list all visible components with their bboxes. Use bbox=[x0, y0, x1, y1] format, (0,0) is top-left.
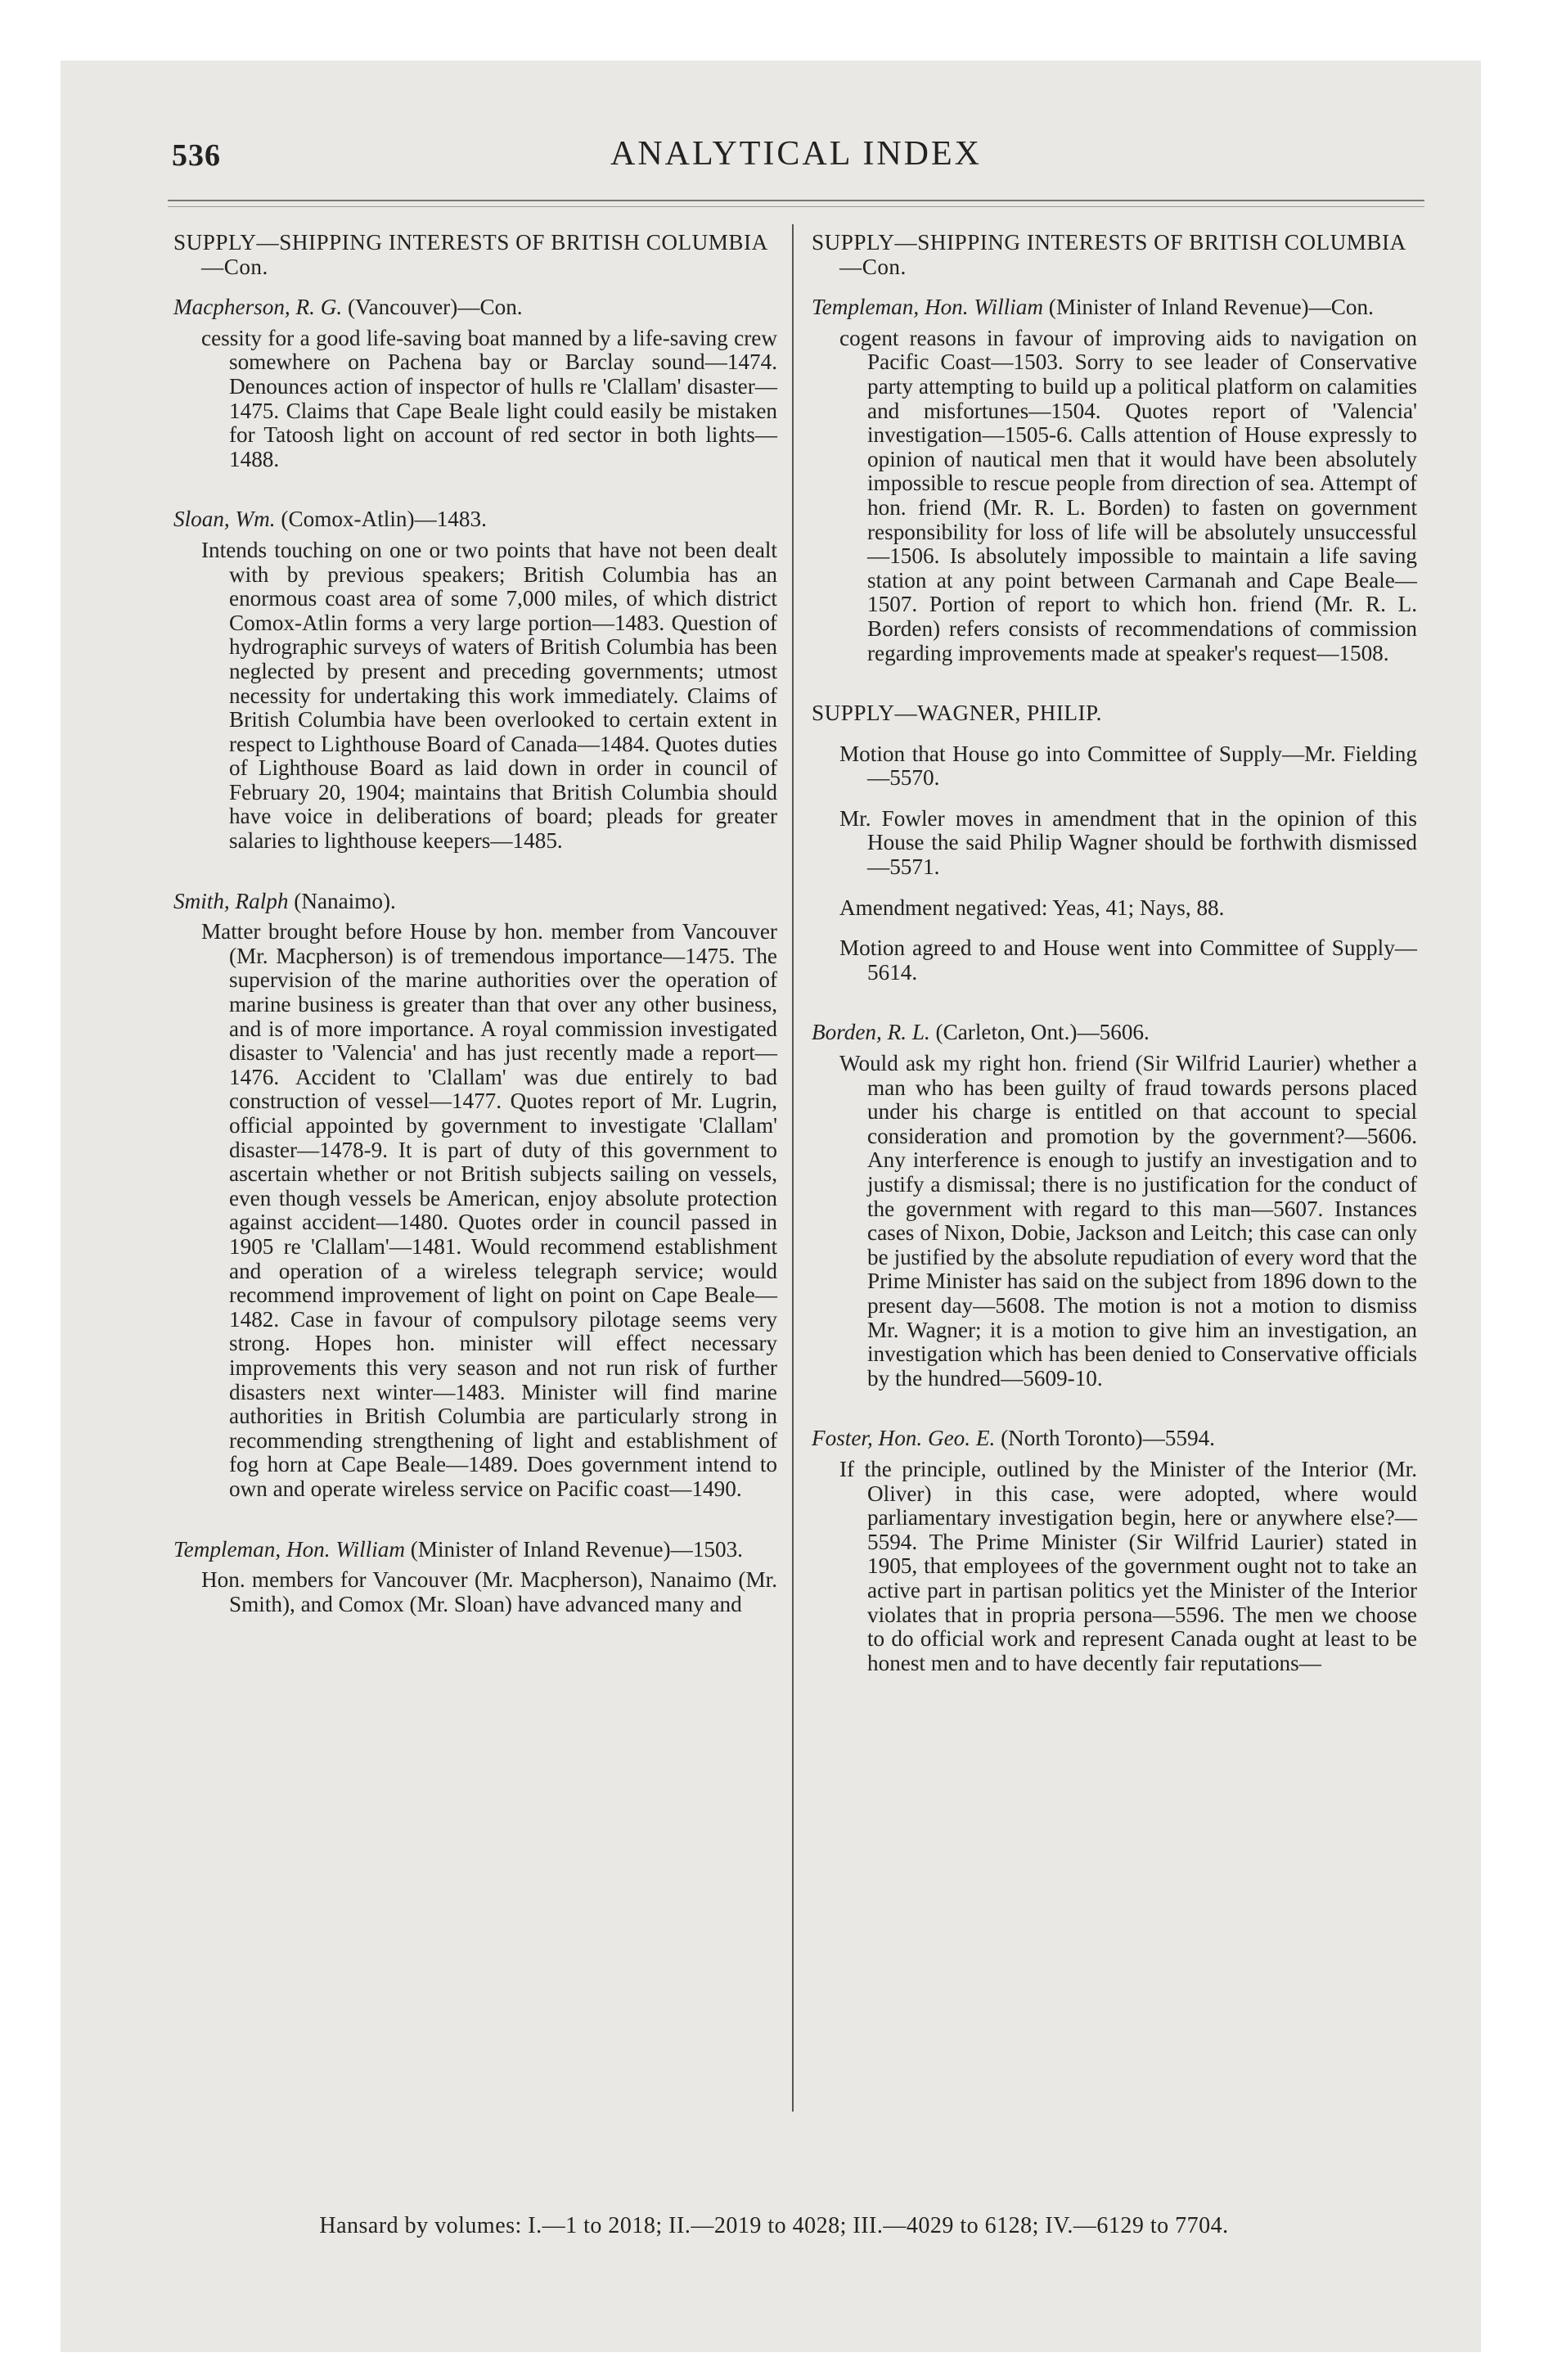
speaker-entry bbox=[173, 295, 777, 320]
entry-text: Hon. members for Vancouver (Mr. Macpherson), Nanaimo (Mr. Smith), and Comox (Mr. Sloan) have advanced many and bbox=[201, 1567, 777, 1616]
speaker-entry bbox=[812, 1427, 1417, 1451]
header-rule bbox=[168, 200, 1424, 201]
speaker-name: Templeman, Hon. William bbox=[812, 295, 1043, 320]
speaker-detail: (North Toronto)—5594. bbox=[995, 1426, 1215, 1451]
speaker-entry bbox=[173, 890, 777, 914]
entry-text: Motion agreed to and House went into Committee of Supply—5614. bbox=[839, 935, 1417, 985]
speaker-name: Sloan, Wm. bbox=[173, 507, 276, 532]
speaker-detail: (Nanaimo). bbox=[288, 888, 396, 913]
speaker-name: Foster, Hon. Geo. E. bbox=[812, 1426, 996, 1451]
volume-footer: Hansard by volumes: I.—1 to 2018; II.—2019 to 4028; III.—4029 to 6128; IV.—6129 to 7704. bbox=[319, 2213, 1229, 2238]
entry-text: cessity for a good life-saving boat manned by a life-saving crew somewhere on Pachena bay or Barclay sound—1474. Denounces action of inspector of hulls re 'Clallam' disaster—1475. Claims that Cape Beale light could easily be mistaken for Tatoosh light on account of red sector in both lights—1488. bbox=[201, 325, 777, 471]
section-heading: SUPPLY—SHIPPING INTERESTS OF BRITISH COLUMBIA—Con. bbox=[812, 230, 1406, 279]
speaker-entry bbox=[812, 1021, 1417, 1045]
speaker-detail: (Comox-Atlin)—1483. bbox=[275, 507, 487, 532]
speaker-entry bbox=[173, 1538, 777, 1562]
entry-text: Mr. Fowler moves in amendment that in the opinion of this House the said Philip Wagner should be forthwith dismissed—5571. bbox=[839, 805, 1417, 880]
section-heading: SUPPLY—WAGNER, PHILIP. bbox=[812, 701, 1102, 726]
entry-text: Amendment negatived: Yeas, 41; Nays, 88. bbox=[839, 895, 1225, 920]
section-heading: SUPPLY—SHIPPING INTERESTS OF BRITISH COLUMBIA—Con. bbox=[173, 230, 768, 279]
speaker-detail: (Minister of Inland Revenue)—Con. bbox=[1042, 295, 1374, 320]
column-divider bbox=[792, 224, 794, 2112]
speaker-name: Smith, Ralph bbox=[173, 888, 289, 913]
entry-text: Motion that House go into Committee of Supply—Mr. Fielding—5570. bbox=[839, 741, 1417, 791]
entry-text: If the principle, outlined by the Minister of the Interior (Mr. Oliver) in this case, were adopted, where would parliamentary investigation begin, here or anywhere else?—5594. The Prime Minister (Sir Wilfrid Laurier) stated in 1905, that employees of the government ought not to take an active part in partisan politics yet the Minister of the Interior violates that in propria persona—5596. The men we choose to do official work and represent Canada ought at least to be honest men and to have decently fair reputations— bbox=[839, 1456, 1417, 1675]
entry-text: Intends touching on one or two points that have not been dealt with by previous speakers; British Columbia has an enormous coast area of some 7,000 miles, of which district Comox-Atlin forms a very large portion—1483. Question of hydrographic surveys of waters of British Columbia has been neglected by present and preceding governments; utmost necessity for undertaking this work immediately. Claims of British Columbia have been overlooked to certain extent in respect to Lighthouse Board of Canada—1484. Quotes duties of Lighthouse Board as laid down in order in council of February 20, 1904; maintains that British Columbia should have voice in deliberations of board; pleads for greater salaries to lighthouse keepers—1485. bbox=[201, 537, 777, 854]
page-title: ANALYTICAL INDEX bbox=[610, 135, 982, 173]
speaker-name: Borden, R. L. bbox=[812, 1020, 930, 1045]
speaker-entry bbox=[812, 295, 1417, 320]
speaker-detail: (Minister of Inland Revenue)—1503. bbox=[404, 1536, 743, 1562]
right-column bbox=[812, 231, 1417, 1711]
page-header bbox=[154, 129, 1438, 178]
speaker-entry bbox=[173, 507, 777, 532]
header-rule-secondary bbox=[168, 206, 1424, 207]
entry-text: Matter brought before House by hon. member from Vancouver (Mr. Macpherson) is of tremendous importance—1475. The supervision of the marine authorities over the operation of marine business is greater than that over any other business, and is of more importance. A royal commission investigated disaster to 'Valencia' and has just recently made a report—1476. Accident to 'Clallam' was due entirely to bad construction of vessel—1477. Quotes report of Mr. Lugrin, official appointed by government to investigate 'Clallam' disaster—1478-9. It is part of duty of this government to ascertain whether or not British subjects sailing on vessels, even though vessels be American, enjoy absolute protection against accident—1480. Quotes order in council passed in 1905 re 'Clallam'—1481. Would recommend establishment and operation of a wireless telegraph service; would recommend improvement of light on point on Cape Beale—1482. Case in favour of compulsory pilotage seems very strong. Hopes hon. minister will effect necessary improvements this very season and not run risk of further disasters next winter—1483. Minister will find marine authorities in British Columbia are particularly strong in recommending strengthening of light and establishment of fog horn at Cape Beale—1489. Does government intend to own and operate wireless service on Pacific coast—1490. bbox=[201, 919, 777, 1501]
speaker-detail: (Carleton, Ont.)—5606. bbox=[929, 1020, 1150, 1045]
entry-text: cogent reasons in favour of improving aids to navigation on Pacific Coast—1503. Sorry to see leader of Conservative party attempting to build up a political platform on calamities and misfortunes—1504. Quotes report of 'Valencia' investigation—1505-6. Calls attention of House expressly to opinion of nautical men that it would have been absolutely impossible to rescue people from direction of sea. Attempt of hon. friend (Mr. R. L. Borden) to fasten on government responsibility for loss of life will be absolutely unsuccessful—1506. Is absolutely impossible to maintain a life saving station at any point between Carmanah and Cape Beale—1507. Portion of report to which hon. friend (Mr. R. L. Borden) refers consists of recommendations of commission regarding improvements made at speaker's request—1508. bbox=[839, 325, 1417, 665]
left-column bbox=[173, 231, 777, 1652]
page-number: 536 bbox=[172, 138, 221, 173]
speaker-name: Templeman, Hon. William bbox=[173, 1536, 405, 1562]
entry-text: Would ask my right hon. friend (Sir Wilfrid Laurier) whether a man who has been guilty of fraud towards persons placed under his charge is entitled on that account to special consideration and promotion by the government?—5606. Any interference is enough to justify an investigation and to justify a dismissal; there is no justification for the conduct of the government with regard to this man—5607. Instances cases of Nixon, Dobie, Jackson and Leitch; this case can only be justified by the absolute repudiation of every word that the Prime Minister has said on the subject from 1896 down to the present day—5608. The motion is not a motion to dismiss Mr. Wagner; it is a motion to give him an investigation, an investigation which has been denied to Conservative officials by the hundred—5609-10. bbox=[839, 1051, 1417, 1391]
speaker-name: Macpherson, R. G. bbox=[173, 295, 343, 320]
speaker-detail: (Vancouver)—Con. bbox=[342, 295, 523, 320]
